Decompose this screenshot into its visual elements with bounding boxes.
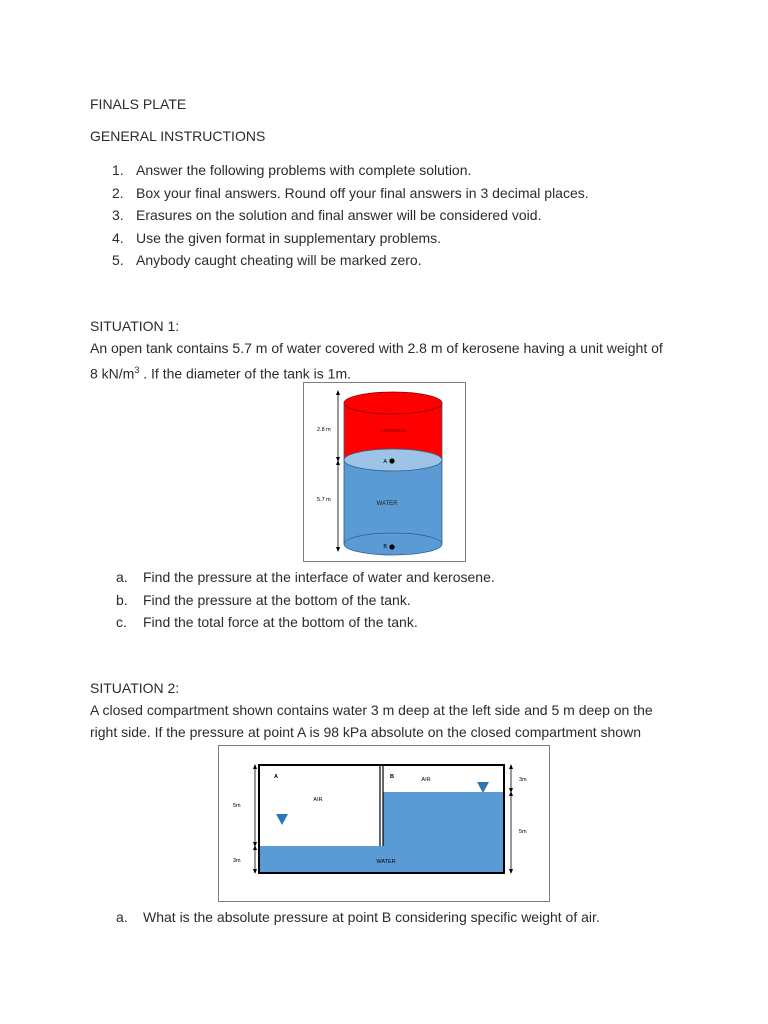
water-depth-label: 5.7 m [317, 497, 331, 503]
point-b-label: B [390, 774, 394, 780]
situation1-line2 [90, 359, 690, 385]
item-text: Use the given format in supplementary problems. [136, 229, 442, 246]
point-a-label: A [383, 459, 387, 465]
situation2-text [90, 699, 690, 743]
left-water-label: 3m [233, 858, 241, 864]
item-number: 4. [112, 229, 124, 246]
right-air-text: AIR [421, 777, 431, 783]
point-a-label: A [274, 774, 278, 780]
item-text: Find the pressure at the bottom of the tank. [143, 591, 411, 608]
diameter-text: . If the diameter of the tank is 1m. [139, 365, 352, 382]
item-number: 5. [112, 252, 124, 268]
right-water [383, 792, 504, 873]
kerosene-depth-label: 2.8 m [317, 427, 331, 433]
left-water [259, 846, 383, 873]
item-text: Answer the following problems with complete solution. [136, 162, 472, 178]
item-letter: a. [116, 569, 128, 585]
situation2-line2: right side. If the pressure at point A is 98 kPa absolute on the closed compartment shown [90, 724, 641, 740]
document-title: FINALS PLATE [90, 96, 187, 112]
item-number: 2. [112, 184, 124, 201]
situation2-title: SITUATION 2: [90, 680, 180, 696]
item-letter: a. [116, 909, 128, 925]
item-text: Find the total force at the bottom of the tank. [143, 614, 418, 630]
item-number: 3. [112, 207, 124, 223]
left-total-label: 5m [233, 803, 241, 809]
item-text: Box your final answers. Round off your final answers in 3 decimal places. [136, 184, 589, 201]
kerosene-label: KEROSENE [380, 428, 406, 433]
item-letter: b. [116, 591, 128, 608]
left-air-label: AIR [313, 797, 323, 803]
situation1-line1: An open tank contains 5.7 m of water covered with 2.8 m of kerosene having a unit weight of [90, 340, 663, 356]
item-text: What is the absolute pressure at point B considering specific weight of air. [143, 909, 600, 925]
point-b-marker [389, 544, 394, 549]
item-text: Find the pressure at the interface of water and kerosene. [143, 569, 495, 585]
right-water-label: 5m [519, 829, 527, 835]
right-air-label: 3m [519, 777, 527, 783]
point-b-label: B [383, 544, 387, 550]
item-text: Erasures on the solution and final answer will be considered void. [136, 207, 542, 223]
item-letter: c. [116, 614, 127, 630]
kerosene-top [344, 392, 442, 414]
item-number: 1. [112, 162, 124, 178]
unit-weight: 8 kN/m [90, 365, 135, 382]
item-text: Anybody caught cheating will be marked zero. [136, 252, 422, 268]
water-bottom [344, 533, 442, 555]
situation1-title: SITUATION 1: [90, 318, 180, 334]
compartment-figure [218, 745, 550, 902]
water-label: WATER [376, 501, 398, 507]
situation1-text [90, 337, 690, 385]
unit-exponent: 3 [134, 365, 140, 375]
tank-figure [303, 382, 466, 562]
water-label: WATER [376, 859, 396, 865]
situation2-line1: A closed compartment shown contains water 3 m deep at the left side and 5 m deep on the [90, 702, 653, 718]
instructions-heading: GENERAL INSTRUCTIONS [90, 128, 266, 144]
point-a-marker [389, 458, 394, 463]
